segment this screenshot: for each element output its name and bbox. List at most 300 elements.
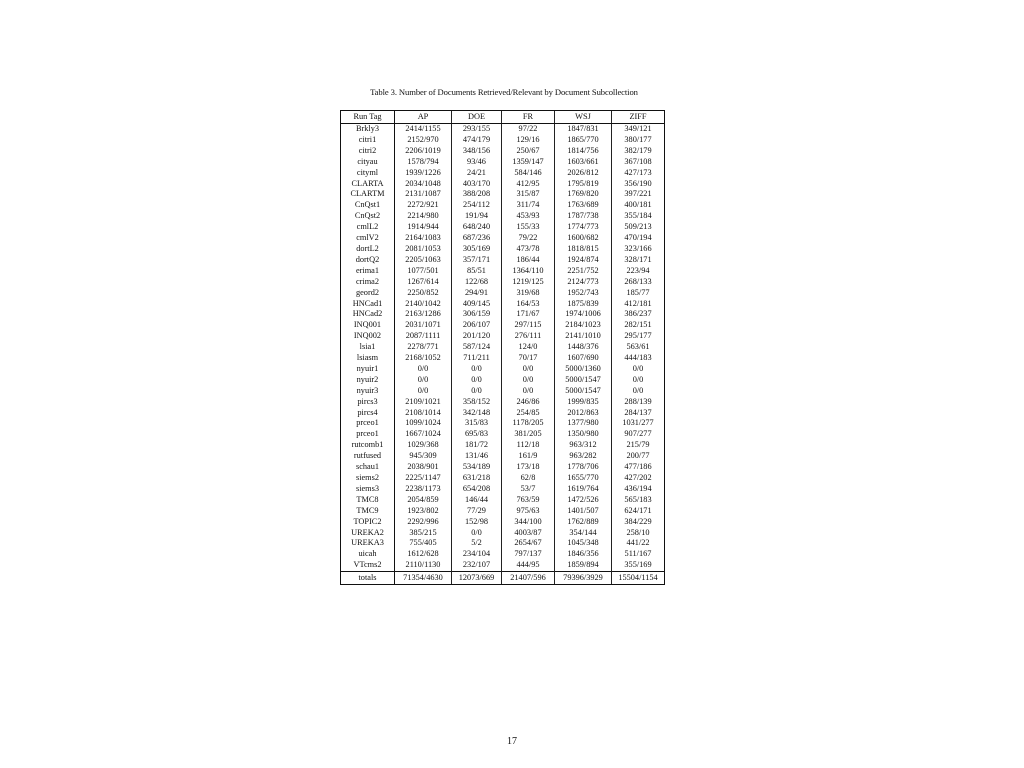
table-row bbox=[341, 517, 665, 528]
count-cell: 2251/752 bbox=[555, 266, 612, 277]
run-tag-cell: cityau bbox=[341, 157, 395, 168]
table-row bbox=[341, 124, 665, 135]
count-cell: 1031/277 bbox=[612, 418, 665, 429]
count-cell: 70/17 bbox=[502, 353, 555, 364]
run-tag-cell: dortL2 bbox=[341, 244, 395, 255]
total-cell: 21407/596 bbox=[502, 572, 555, 585]
count-cell: 0/0 bbox=[502, 364, 555, 375]
table-row bbox=[341, 364, 665, 375]
count-cell: 97/22 bbox=[502, 124, 555, 135]
count-cell: 1612/628 bbox=[395, 549, 452, 560]
run-tag-cell: INQ002 bbox=[341, 331, 395, 342]
table-row bbox=[341, 560, 665, 571]
table-row bbox=[341, 146, 665, 157]
table-row bbox=[341, 440, 665, 451]
count-cell: 206/107 bbox=[452, 320, 502, 331]
count-cell: 2225/1147 bbox=[395, 473, 452, 484]
count-cell: 2292/996 bbox=[395, 517, 452, 528]
count-cell: 1448/376 bbox=[555, 342, 612, 353]
table-row bbox=[341, 157, 665, 168]
run-tag-cell: HNCad1 bbox=[341, 299, 395, 310]
count-cell: 2034/1048 bbox=[395, 179, 452, 190]
count-cell: 342/148 bbox=[452, 408, 502, 419]
count-cell: 250/67 bbox=[502, 146, 555, 157]
count-cell: 1619/764 bbox=[555, 484, 612, 495]
count-cell: 311/74 bbox=[502, 200, 555, 211]
run-tag-cell: geord2 bbox=[341, 288, 395, 299]
total-cell: 71354/4630 bbox=[395, 572, 452, 585]
table-row bbox=[341, 353, 665, 364]
run-tag-cell: cmlL2 bbox=[341, 222, 395, 233]
count-cell: 2278/771 bbox=[395, 342, 452, 353]
count-cell: 397/221 bbox=[612, 189, 665, 200]
table-header-row bbox=[341, 111, 665, 124]
count-cell: 470/194 bbox=[612, 233, 665, 244]
count-cell: 1762/889 bbox=[555, 517, 612, 528]
column-header: Run Tag bbox=[341, 111, 395, 124]
count-cell: 403/170 bbox=[452, 179, 502, 190]
count-cell: 2205/1063 bbox=[395, 255, 452, 266]
count-cell: 2031/1071 bbox=[395, 320, 452, 331]
table-row bbox=[341, 418, 665, 429]
count-cell: 1859/894 bbox=[555, 560, 612, 571]
run-tag-cell: cmlV2 bbox=[341, 233, 395, 244]
table-row bbox=[341, 233, 665, 244]
count-cell: 215/79 bbox=[612, 440, 665, 451]
count-cell: 161/9 bbox=[502, 451, 555, 462]
table-row bbox=[341, 462, 665, 473]
run-tag-cell: lsiasm bbox=[341, 353, 395, 364]
count-cell: 223/94 bbox=[612, 266, 665, 277]
run-tag-cell: siems2 bbox=[341, 473, 395, 484]
count-cell: 0/0 bbox=[452, 528, 502, 539]
count-cell: 474/179 bbox=[452, 135, 502, 146]
run-tag-cell: pircs4 bbox=[341, 408, 395, 419]
table-row bbox=[341, 277, 665, 288]
count-cell: 358/152 bbox=[452, 397, 502, 408]
count-cell: 384/229 bbox=[612, 517, 665, 528]
run-tag-cell: erima1 bbox=[341, 266, 395, 277]
count-cell: 1999/835 bbox=[555, 397, 612, 408]
count-cell: 2124/773 bbox=[555, 277, 612, 288]
count-cell: 323/166 bbox=[612, 244, 665, 255]
count-cell: 4003/87 bbox=[502, 528, 555, 539]
count-cell: 2184/1023 bbox=[555, 320, 612, 331]
count-cell: 2206/1019 bbox=[395, 146, 452, 157]
count-cell: 1029/368 bbox=[395, 440, 452, 451]
count-cell: 2238/1173 bbox=[395, 484, 452, 495]
count-cell: 453/93 bbox=[502, 211, 555, 222]
count-cell: 297/115 bbox=[502, 320, 555, 331]
run-tag-cell: CLARTA bbox=[341, 179, 395, 190]
count-cell: 2414/1155 bbox=[395, 124, 452, 135]
table-row bbox=[341, 538, 665, 549]
count-cell: 563/61 bbox=[612, 342, 665, 353]
count-cell: 0/0 bbox=[395, 364, 452, 375]
count-cell: 282/151 bbox=[612, 320, 665, 331]
count-cell: 695/83 bbox=[452, 429, 502, 440]
count-cell: 711/211 bbox=[452, 353, 502, 364]
count-cell: 2038/901 bbox=[395, 462, 452, 473]
table-row bbox=[341, 320, 665, 331]
run-tag-cell: rutfused bbox=[341, 451, 395, 462]
results-table bbox=[340, 110, 665, 585]
count-cell: 1914/944 bbox=[395, 222, 452, 233]
count-cell: 276/111 bbox=[502, 331, 555, 342]
count-cell: 2108/1014 bbox=[395, 408, 452, 419]
run-tag-cell: prceo1 bbox=[341, 429, 395, 440]
count-cell: 427/173 bbox=[612, 168, 665, 179]
count-cell: 2081/1053 bbox=[395, 244, 452, 255]
run-tag-cell: TMC8 bbox=[341, 495, 395, 506]
count-cell: 2654/67 bbox=[502, 538, 555, 549]
count-cell: 1219/125 bbox=[502, 277, 555, 288]
count-cell: 254/85 bbox=[502, 408, 555, 419]
count-cell: 0/0 bbox=[612, 375, 665, 386]
run-tag-cell: TOPIC2 bbox=[341, 517, 395, 528]
count-cell: 412/181 bbox=[612, 299, 665, 310]
run-tag-cell: VTcms2 bbox=[341, 560, 395, 571]
count-cell: 315/87 bbox=[502, 189, 555, 200]
count-cell: 5/2 bbox=[452, 538, 502, 549]
count-cell: 164/53 bbox=[502, 299, 555, 310]
count-cell: 2164/1083 bbox=[395, 233, 452, 244]
count-cell: 191/94 bbox=[452, 211, 502, 222]
count-cell: 763/59 bbox=[502, 495, 555, 506]
column-header: DOE bbox=[452, 111, 502, 124]
run-tag-cell: INQ001 bbox=[341, 320, 395, 331]
count-cell: 348/156 bbox=[452, 146, 502, 157]
results-table-container bbox=[340, 110, 664, 585]
table-row bbox=[341, 549, 665, 560]
totals-label: totals bbox=[341, 572, 395, 585]
count-cell: 354/144 bbox=[555, 528, 612, 539]
count-cell: 186/44 bbox=[502, 255, 555, 266]
column-header: FR bbox=[502, 111, 555, 124]
count-cell: 1655/770 bbox=[555, 473, 612, 484]
count-cell: 381/205 bbox=[502, 429, 555, 440]
run-tag-cell: UREKA2 bbox=[341, 528, 395, 539]
totals-row bbox=[341, 572, 665, 585]
run-tag-cell: UREKA3 bbox=[341, 538, 395, 549]
count-cell: 631/218 bbox=[452, 473, 502, 484]
count-cell: 444/95 bbox=[502, 560, 555, 571]
count-cell: 1763/689 bbox=[555, 200, 612, 211]
count-cell: 2163/1286 bbox=[395, 309, 452, 320]
count-cell: 85/51 bbox=[452, 266, 502, 277]
run-tag-cell: CnQst1 bbox=[341, 200, 395, 211]
count-cell: 534/189 bbox=[452, 462, 502, 473]
table-row bbox=[341, 189, 665, 200]
count-cell: 1045/348 bbox=[555, 538, 612, 549]
count-cell: 444/183 bbox=[612, 353, 665, 364]
count-cell: 367/108 bbox=[612, 157, 665, 168]
count-cell: 1847/831 bbox=[555, 124, 612, 135]
count-cell: 0/0 bbox=[502, 386, 555, 397]
count-cell: 344/100 bbox=[502, 517, 555, 528]
count-cell: 93/46 bbox=[452, 157, 502, 168]
count-cell: 293/155 bbox=[452, 124, 502, 135]
table-body bbox=[341, 124, 665, 585]
count-cell: 1875/839 bbox=[555, 299, 612, 310]
column-header: AP bbox=[395, 111, 452, 124]
count-cell: 511/167 bbox=[612, 549, 665, 560]
run-tag-cell: citri2 bbox=[341, 146, 395, 157]
count-cell: 24/21 bbox=[452, 168, 502, 179]
count-cell: 357/171 bbox=[452, 255, 502, 266]
count-cell: 654/208 bbox=[452, 484, 502, 495]
count-cell: 2250/852 bbox=[395, 288, 452, 299]
count-cell: 155/33 bbox=[502, 222, 555, 233]
count-cell: 1603/661 bbox=[555, 157, 612, 168]
count-cell: 79/22 bbox=[502, 233, 555, 244]
table-row bbox=[341, 200, 665, 211]
table-row bbox=[341, 135, 665, 146]
count-cell: 1077/501 bbox=[395, 266, 452, 277]
count-cell: 963/282 bbox=[555, 451, 612, 462]
count-cell: 1923/802 bbox=[395, 506, 452, 517]
count-cell: 124/0 bbox=[502, 342, 555, 353]
column-header: WSJ bbox=[555, 111, 612, 124]
count-cell: 587/124 bbox=[452, 342, 502, 353]
table-row bbox=[341, 408, 665, 419]
table-row bbox=[341, 495, 665, 506]
run-tag-cell: HNCad2 bbox=[341, 309, 395, 320]
run-tag-cell: Brkly3 bbox=[341, 124, 395, 135]
total-cell: 12073/669 bbox=[452, 572, 502, 585]
count-cell: 755/405 bbox=[395, 538, 452, 549]
run-tag-cell: nyuir1 bbox=[341, 364, 395, 375]
count-cell: 171/67 bbox=[502, 309, 555, 320]
count-cell: 436/194 bbox=[612, 484, 665, 495]
count-cell: 1865/770 bbox=[555, 135, 612, 146]
count-cell: 173/18 bbox=[502, 462, 555, 473]
table-row bbox=[341, 506, 665, 517]
count-cell: 5000/1547 bbox=[555, 375, 612, 386]
count-cell: 1364/110 bbox=[502, 266, 555, 277]
count-cell: 2026/812 bbox=[555, 168, 612, 179]
count-cell: 963/312 bbox=[555, 440, 612, 451]
count-cell: 254/112 bbox=[452, 200, 502, 211]
run-tag-cell: schau1 bbox=[341, 462, 395, 473]
count-cell: 0/0 bbox=[452, 386, 502, 397]
count-cell: 1607/690 bbox=[555, 353, 612, 364]
count-cell: 2012/863 bbox=[555, 408, 612, 419]
count-cell: 427/202 bbox=[612, 473, 665, 484]
run-tag-cell: lsia1 bbox=[341, 342, 395, 353]
table-row bbox=[341, 288, 665, 299]
count-cell: 232/107 bbox=[452, 560, 502, 571]
count-cell: 2141/1010 bbox=[555, 331, 612, 342]
count-cell: 473/78 bbox=[502, 244, 555, 255]
count-cell: 2214/980 bbox=[395, 211, 452, 222]
count-cell: 386/237 bbox=[612, 309, 665, 320]
count-cell: 624/171 bbox=[612, 506, 665, 517]
count-cell: 112/18 bbox=[502, 440, 555, 451]
count-cell: 200/77 bbox=[612, 451, 665, 462]
count-cell: 565/183 bbox=[612, 495, 665, 506]
table-row bbox=[341, 528, 665, 539]
count-cell: 1818/815 bbox=[555, 244, 612, 255]
count-cell: 409/145 bbox=[452, 299, 502, 310]
count-cell: 1787/738 bbox=[555, 211, 612, 222]
count-cell: 1578/794 bbox=[395, 157, 452, 168]
count-cell: 328/171 bbox=[612, 255, 665, 266]
total-cell: 79396/3929 bbox=[555, 572, 612, 585]
count-cell: 0/0 bbox=[612, 364, 665, 375]
count-cell: 349/121 bbox=[612, 124, 665, 135]
count-cell: 2140/1042 bbox=[395, 299, 452, 310]
run-tag-cell: nyuir3 bbox=[341, 386, 395, 397]
count-cell: 305/169 bbox=[452, 244, 502, 255]
run-tag-cell: CLARTM bbox=[341, 189, 395, 200]
total-cell: 15504/1154 bbox=[612, 572, 665, 585]
count-cell: 0/0 bbox=[452, 364, 502, 375]
count-cell: 1377/980 bbox=[555, 418, 612, 429]
count-cell: 0/0 bbox=[612, 386, 665, 397]
count-cell: 53/7 bbox=[502, 484, 555, 495]
count-cell: 315/83 bbox=[452, 418, 502, 429]
count-cell: 1178/205 bbox=[502, 418, 555, 429]
run-tag-cell: TMC9 bbox=[341, 506, 395, 517]
count-cell: 0/0 bbox=[502, 375, 555, 386]
run-tag-cell: rutcomb1 bbox=[341, 440, 395, 451]
count-cell: 294/91 bbox=[452, 288, 502, 299]
count-cell: 2087/1111 bbox=[395, 331, 452, 342]
run-tag-cell: uicah bbox=[341, 549, 395, 560]
count-cell: 246/86 bbox=[502, 397, 555, 408]
count-cell: 181/72 bbox=[452, 440, 502, 451]
table-row bbox=[341, 222, 665, 233]
table-caption: Table 3. Number of Documents Retrieved/Relevant by Document Subcollection bbox=[370, 87, 638, 97]
table-row bbox=[341, 179, 665, 190]
count-cell: 388/208 bbox=[452, 189, 502, 200]
column-header: ZIFF bbox=[612, 111, 665, 124]
count-cell: 258/10 bbox=[612, 528, 665, 539]
count-cell: 2054/859 bbox=[395, 495, 452, 506]
run-tag-cell: dortQ2 bbox=[341, 255, 395, 266]
count-cell: 1350/980 bbox=[555, 429, 612, 440]
count-cell: 412/95 bbox=[502, 179, 555, 190]
count-cell: 1472/526 bbox=[555, 495, 612, 506]
table-row bbox=[341, 397, 665, 408]
table-row bbox=[341, 429, 665, 440]
count-cell: 945/309 bbox=[395, 451, 452, 462]
run-tag-cell: siems3 bbox=[341, 484, 395, 495]
count-cell: 62/8 bbox=[502, 473, 555, 484]
count-cell: 907/277 bbox=[612, 429, 665, 440]
table-row bbox=[341, 266, 665, 277]
count-cell: 1359/147 bbox=[502, 157, 555, 168]
count-cell: 1769/820 bbox=[555, 189, 612, 200]
count-cell: 1795/819 bbox=[555, 179, 612, 190]
table-row bbox=[341, 211, 665, 222]
count-cell: 152/98 bbox=[452, 517, 502, 528]
count-cell: 319/68 bbox=[502, 288, 555, 299]
count-cell: 584/146 bbox=[502, 168, 555, 179]
count-cell: 201/120 bbox=[452, 331, 502, 342]
count-cell: 382/179 bbox=[612, 146, 665, 157]
table-row bbox=[341, 331, 665, 342]
run-tag-cell: pircs3 bbox=[341, 397, 395, 408]
count-cell: 0/0 bbox=[452, 375, 502, 386]
count-cell: 284/137 bbox=[612, 408, 665, 419]
count-cell: 441/22 bbox=[612, 538, 665, 549]
count-cell: 509/213 bbox=[612, 222, 665, 233]
table-row bbox=[341, 168, 665, 179]
count-cell: 2272/921 bbox=[395, 200, 452, 211]
table-row bbox=[341, 244, 665, 255]
count-cell: 797/137 bbox=[502, 549, 555, 560]
count-cell: 687/236 bbox=[452, 233, 502, 244]
count-cell: 356/190 bbox=[612, 179, 665, 190]
count-cell: 1667/1024 bbox=[395, 429, 452, 440]
count-cell: 0/0 bbox=[395, 386, 452, 397]
count-cell: 306/159 bbox=[452, 309, 502, 320]
count-cell: 234/104 bbox=[452, 549, 502, 560]
table-row bbox=[341, 484, 665, 495]
table-row bbox=[341, 255, 665, 266]
table-row bbox=[341, 375, 665, 386]
count-cell: 2109/1021 bbox=[395, 397, 452, 408]
run-tag-cell: citri1 bbox=[341, 135, 395, 146]
count-cell: 355/184 bbox=[612, 211, 665, 222]
count-cell: 1814/756 bbox=[555, 146, 612, 157]
page-number: 17 bbox=[507, 736, 517, 747]
count-cell: 77/29 bbox=[452, 506, 502, 517]
count-cell: 1099/1024 bbox=[395, 418, 452, 429]
count-cell: 355/169 bbox=[612, 560, 665, 571]
table-row bbox=[341, 473, 665, 484]
count-cell: 400/181 bbox=[612, 200, 665, 211]
count-cell: 2168/1052 bbox=[395, 353, 452, 364]
count-cell: 1952/743 bbox=[555, 288, 612, 299]
count-cell: 975/63 bbox=[502, 506, 555, 517]
table-row bbox=[341, 342, 665, 353]
count-cell: 1600/682 bbox=[555, 233, 612, 244]
count-cell: 288/139 bbox=[612, 397, 665, 408]
count-cell: 1924/874 bbox=[555, 255, 612, 266]
table-row bbox=[341, 386, 665, 397]
count-cell: 1939/1226 bbox=[395, 168, 452, 179]
count-cell: 146/44 bbox=[452, 495, 502, 506]
table-row bbox=[341, 451, 665, 462]
run-tag-cell: crima2 bbox=[341, 277, 395, 288]
count-cell: 1267/614 bbox=[395, 277, 452, 288]
count-cell: 185/77 bbox=[612, 288, 665, 299]
count-cell: 131/46 bbox=[452, 451, 502, 462]
run-tag-cell: cityml bbox=[341, 168, 395, 179]
count-cell: 268/133 bbox=[612, 277, 665, 288]
count-cell: 5000/1360 bbox=[555, 364, 612, 375]
count-cell: 648/240 bbox=[452, 222, 502, 233]
count-cell: 5000/1547 bbox=[555, 386, 612, 397]
count-cell: 380/177 bbox=[612, 135, 665, 146]
count-cell: 122/68 bbox=[452, 277, 502, 288]
count-cell: 2131/1087 bbox=[395, 189, 452, 200]
count-cell: 2152/970 bbox=[395, 135, 452, 146]
count-cell: 477/186 bbox=[612, 462, 665, 473]
run-tag-cell: nyuir2 bbox=[341, 375, 395, 386]
count-cell: 295/177 bbox=[612, 331, 665, 342]
run-tag-cell: CnQst2 bbox=[341, 211, 395, 222]
count-cell: 1401/507 bbox=[555, 506, 612, 517]
count-cell: 1846/356 bbox=[555, 549, 612, 560]
count-cell: 385/215 bbox=[395, 528, 452, 539]
table-row bbox=[341, 309, 665, 320]
count-cell: 1974/1006 bbox=[555, 309, 612, 320]
count-cell: 129/16 bbox=[502, 135, 555, 146]
